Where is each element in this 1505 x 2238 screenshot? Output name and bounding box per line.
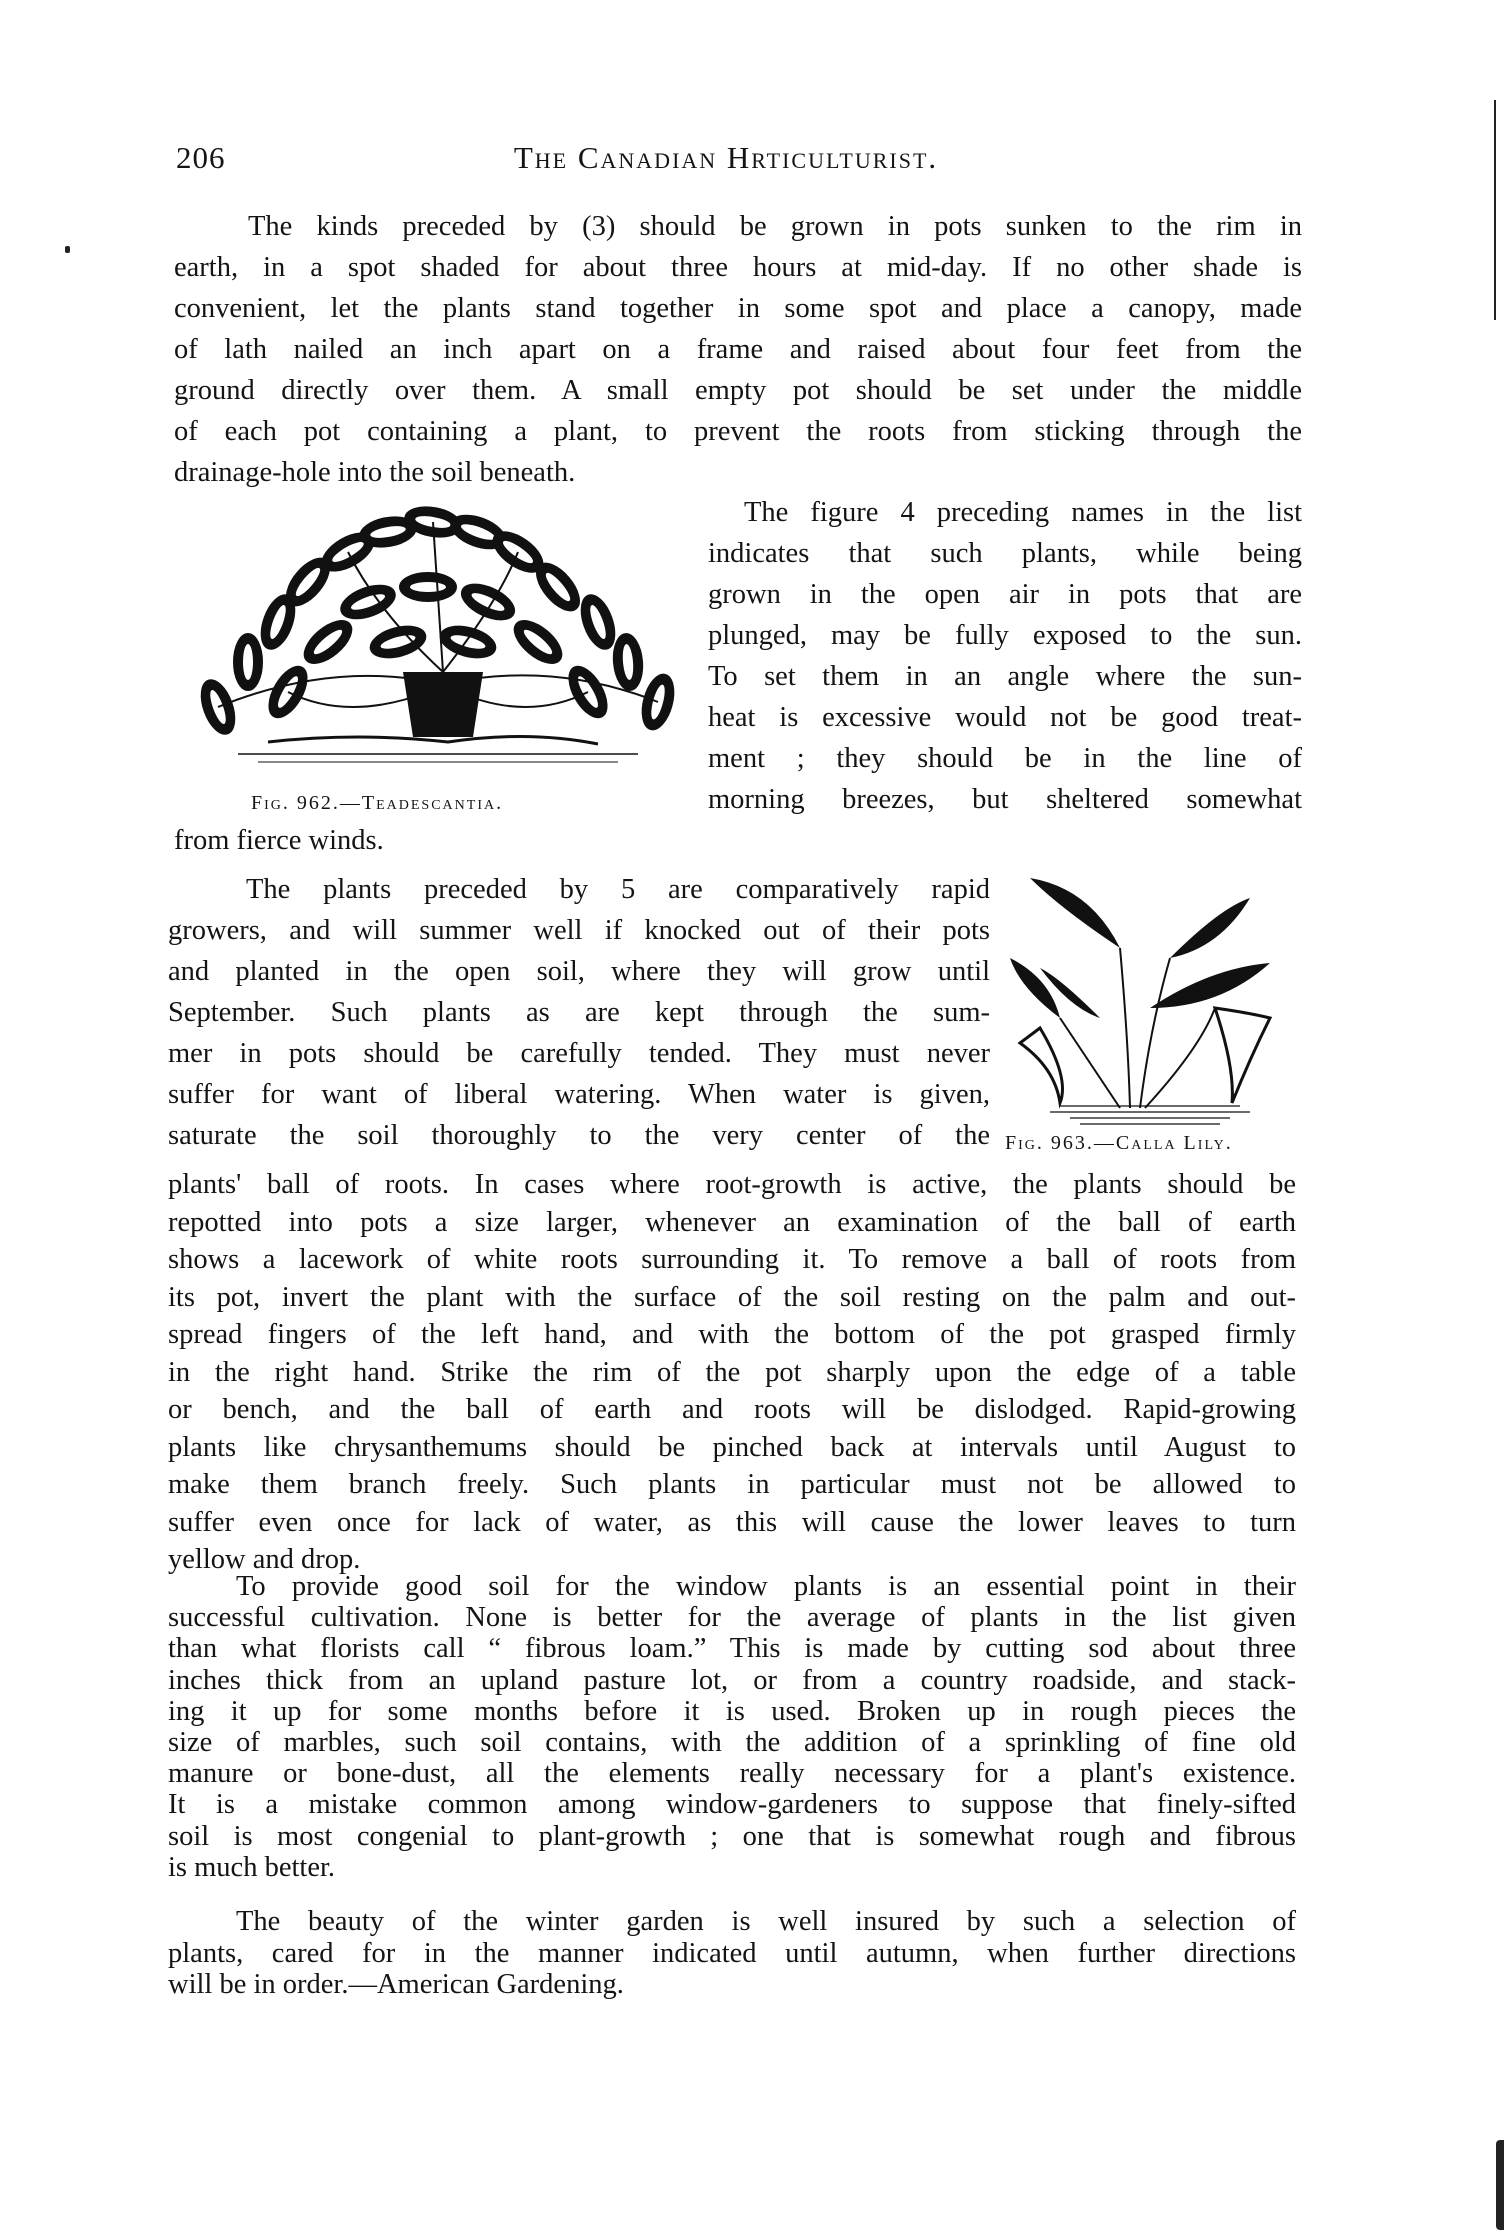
paragraph-figure-4 xyxy=(708,492,1302,820)
text-line: September. Such plants as are kept through the sum- xyxy=(168,997,990,1028)
text-line: To set them in an angle where the sun- xyxy=(708,661,1302,692)
text-line: ment ; they should be in the line of xyxy=(708,743,1302,774)
text-line: shows a lacework of white roots surrounding it. To remove a ball of roots from xyxy=(168,1244,1296,1275)
calla-lily-illustration xyxy=(1000,868,1300,1130)
text-line: suffer even once for lack of water, as this will cause the lower leaves to turn xyxy=(168,1506,1296,1538)
text-line: saturate the soil thoroughly to the very center of the xyxy=(168,1120,990,1151)
paragraph-potting-shade xyxy=(174,206,1302,493)
paragraph-winter-garden xyxy=(168,1906,1296,2001)
figure-962-caption: Fig. 962.—Teadescantia. xyxy=(251,792,504,814)
paragraph-rapid-growers xyxy=(168,869,990,1156)
paragraph-figure-4-end xyxy=(174,820,674,861)
text-line: spread fingers of the left hand, and with the bottom of the pot grasped firmly xyxy=(168,1319,1296,1350)
text-line: mer in pots should be carefully tended. They must never xyxy=(168,1038,990,1069)
text-line: It is a mistake common among window-gardeners to suppose that finely-sifted xyxy=(168,1789,1296,1821)
text-line: suffer for want of liberal watering. When water is given, xyxy=(168,1079,990,1110)
text-line: size of marbles, such soil contains, with the addition of a sprinkling of fine old xyxy=(168,1727,1296,1759)
text-line: The plants preceded by 5 are comparatively rapid xyxy=(246,874,990,905)
scan-speck xyxy=(65,246,70,253)
page-header xyxy=(176,140,976,186)
text-line: of each pot containing a plant, to prevent the roots from sticking through the xyxy=(174,416,1302,447)
scan-edge-mark xyxy=(1494,100,1496,320)
scan-edge-mark xyxy=(1496,2140,1504,2230)
text-line: yellow and drop. xyxy=(168,1544,361,1575)
text-line: of lath nailed an inch apart on a frame and raised about four feet from the xyxy=(174,334,1302,365)
text-line: successful cultivation. None is better for the average of plants in the list given xyxy=(168,1602,1296,1634)
text-line: ground directly over them. A small empty pot should be set under the middle xyxy=(174,375,1302,406)
text-line: plunged, may be fully exposed to the sun. xyxy=(708,620,1302,651)
tradescantia-illustration xyxy=(178,492,702,772)
text-line: its pot, invert the plant with the surface of the soil resting on the palm and out- xyxy=(168,1281,1296,1313)
text-line: ing it up for some months before it is used. Broken up in rough pieces the xyxy=(168,1695,1296,1727)
text-line: in the right hand. Strike the rim of the pot sharply upon the edge of a table xyxy=(168,1356,1296,1388)
text-line: or bench, and the ball of earth and roots will be dislodged. Rapid-growing xyxy=(168,1394,1296,1425)
text-line: from fierce winds. xyxy=(174,825,384,856)
text-line: is much better. xyxy=(168,1851,336,1883)
text-line: soil is most congenial to plant-growth ; one that is somewhat rough and fibrous xyxy=(168,1820,1296,1852)
text-line: convenient, let the plants stand together in some spot and place a canopy, made xyxy=(174,293,1302,324)
page-number: 206 xyxy=(176,140,226,175)
paragraph-soil xyxy=(168,1571,1296,1883)
text-line: make them branch freely. Such plants in particular must not be allowed to xyxy=(168,1469,1296,1500)
text-line: plants, cared for in the manner indicated until autumn, when further directions xyxy=(168,1937,1296,1969)
text-line: To provide good soil for the window plants is an essential point in their xyxy=(236,1571,1296,1602)
text-line: inches thick from an upland pasture lot, or from a country roadside, and stack- xyxy=(168,1664,1296,1696)
text-line: drainage-hole into the soil beneath. xyxy=(174,457,576,488)
text-line: plants' ball of roots. In cases where root-growth is active, the plants should be xyxy=(168,1169,1296,1200)
text-line: grown in the open air in pots that are xyxy=(708,579,1302,610)
text-line: The beauty of the winter garden is well insured by such a selection of xyxy=(236,1906,1296,1937)
text-line: repotted into pots a size larger, whenever an examination of the ball of earth xyxy=(168,1206,1296,1238)
text-line: will be in order.—American Gardening. xyxy=(168,1969,624,2000)
text-line: than what florists call “ fibrous loam.” This is made by cutting sod about three xyxy=(168,1633,1296,1665)
text-line: plants like chrysanthemums should be pinched back at intervals until August to xyxy=(168,1431,1296,1463)
running-title: The Canadian Hrticulturist. xyxy=(513,140,939,175)
leaf-stripe xyxy=(243,644,253,680)
text-line: and planted in the open soil, where they will grow until xyxy=(168,956,990,987)
text-line: indicates that such plants, while being xyxy=(708,538,1302,569)
text-line: growers, and will summer well if knocked out of their pots xyxy=(168,915,990,946)
text-line: heat is excessive would not be good treat- xyxy=(708,702,1302,733)
text-line: The figure 4 preceding names in the list xyxy=(744,497,1302,528)
text-line: earth, in a spot shaded for about three hours at mid-day. If no other shade is xyxy=(174,252,1302,283)
figure-963-caption: Fig. 963.—Calla Lily. xyxy=(1005,1132,1233,1154)
text-line: The kinds preceded by (3) should be grown in pots sunken to the rim in xyxy=(248,211,1302,242)
leaf-stripe xyxy=(410,582,446,592)
text-line: manure or bone-dust, all the elements really necessary for a plant's existence. xyxy=(168,1758,1296,1790)
text-line: morning breezes, but sheltered somewhat xyxy=(708,784,1302,815)
paragraph-rapid-growers-continued xyxy=(168,1166,1296,1579)
